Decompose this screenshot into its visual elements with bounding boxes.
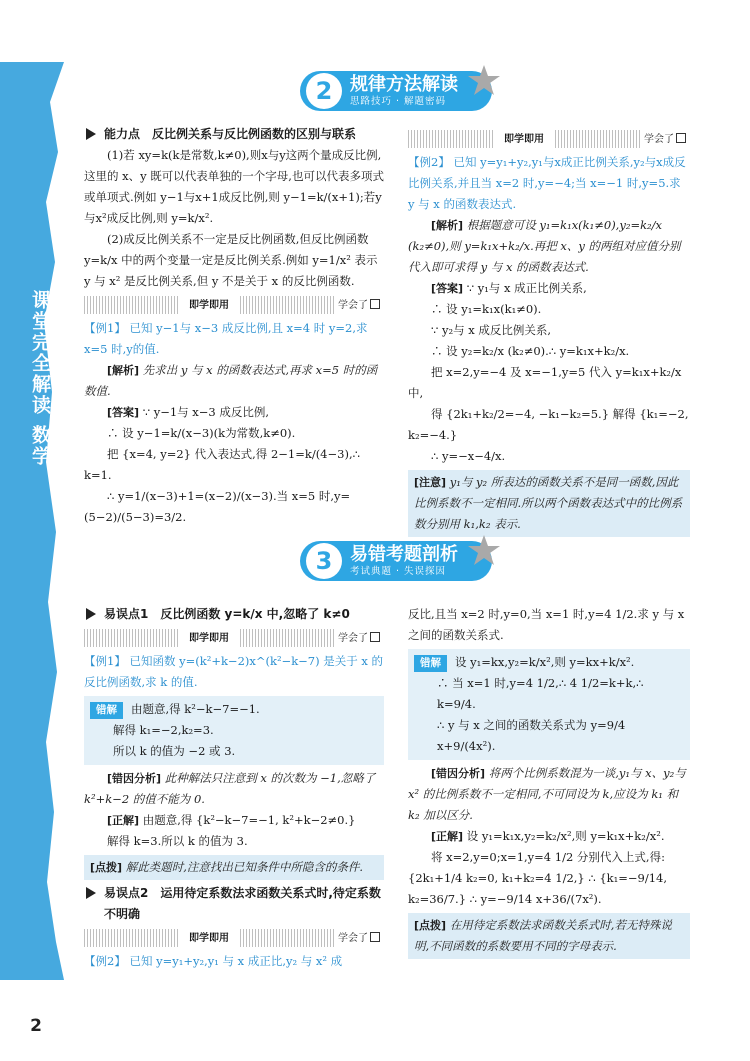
answer-line: ∴ 设 y₂=k₂/x (k₂≠0).∴ y=k₁x+k₂/x. (431, 344, 630, 358)
error-cause: [错因分析] 将两个比例系数混为一谈,y₁与 x、y₂与 x² 的比例系数不一定相同,不可同设为 k,应设为 k₁ 和 k₂ 加以区分. (408, 766, 686, 822)
sidebar (0, 62, 64, 1036)
tip-box: [点拨] 解此类题时,注意找出已知条件中所隐含的条件. (84, 855, 384, 880)
example-2-continued: 反比,且当 x=2 时,y=0,当 x=1 时,y=4 1/2.求 y 与 x 之间的函数关系式. (408, 607, 685, 642)
sidebar-title: 课堂完全解读 数学 (29, 290, 51, 467)
answer-line: ∴ 设 y₁=k₁x(k₁≠0). (431, 302, 542, 316)
analysis: [解析] 根据题意可设 y₁=k₁x(k₁≠0),y₂=k₂/x (k₂≠0),则 y=k₁x+k₂/x.再把 x、y 的两组对应值分别代入即可求得 y 与 x 的函数表达式. (408, 218, 681, 274)
left-top-column (84, 124, 384, 528)
answer: [答案] ∵ y₁与 x 成正比例关系, (431, 281, 587, 295)
example-2: 【例2】 已知 y=y₁+y₂,y₁与x成正比例关系,y₂与x成反比例关系,并且当 x=2 时,y=−4;当 x=−1 时,y=5.求 y 与 x 的函数表达式. (408, 155, 686, 211)
analysis: [解析] 先求出 y 与 x 的函数表达式,再求 x=5 时的函数值. (84, 363, 378, 398)
practice-label: 即学即用 (494, 129, 554, 150)
practice-bar (84, 629, 384, 647)
wrong-solution-box: 错解 由题意,得 k²−k−7=−1. 解得 k₁=−2,k₂=3. 所以 k 的值为 −2 或 3. (84, 696, 384, 765)
example-2: 【例2】 已知 y=y₁+y₂,y₁ 与 x 成正比,y₂ 与 x² 成 (84, 954, 343, 968)
section-banner-2 (300, 70, 492, 112)
practice-bar (84, 929, 384, 947)
star-icon (466, 533, 502, 569)
triangle-icon (86, 128, 96, 140)
section-title: 易错考题剖析 (350, 543, 458, 565)
error-point-1-heading: 易误点1 反比例函数 y=k/x 中,忽略了 k≠0 (84, 604, 384, 625)
paragraph: (2)成反比例关系不一定是反比例函数,但反比例函数 y=k/x 中的两个变量一定是反比例关系.例如 y=1/x² 表示 y 与 x² 是反比例关系,但 y 不是关于 x 的反比例函数. (84, 232, 378, 288)
answer-line: 将 x=2,y=0;x=1,y=4 1/2 分别代入上式,得: (431, 850, 665, 864)
example-1: 【例1】 已知 y−1与 x−3 成反比例,且 x=4 时 y=2,求 x=5 时,y的值. (84, 321, 368, 356)
section-subtitle: 考试典题 · 失误探因 (350, 565, 447, 577)
learned-checkbox[interactable]: 学会了 (640, 129, 690, 150)
answer-line: 把 x=2,y=−4 及 x=−1,y=5 代入 y=k₁x+k₂/x 中, (408, 365, 682, 400)
paragraph: (1)若 xy=k(k是常数,k≠0),则x与y这两个量成反比例,这里的 x、y 既可以代表单独的一个字母,也可以代表多项式或单项式.例如 y−1与x+1成反比例,则 y−1=k/(x+1);若y与x²成反比例,则 y=k/x². (84, 148, 384, 225)
answer-line: ∴ y=1/(x−3)+1=(x−2)/(x−3).当 x=5 时,y=(5−2)/(5−3)=3/2. (84, 489, 351, 524)
section-subtitle: 思路技巧 · 解题密码 (350, 95, 447, 107)
practice-label: 即学即用 (179, 295, 239, 316)
answer-line: ∴ 设 y−1=k/(x−3)(k为常数,k≠0). (107, 426, 296, 440)
practice-label: 即学即用 (179, 928, 239, 949)
answer-line: ∵ y₂与 x 成反比例关系, (431, 323, 552, 337)
section-number: 2 (306, 73, 342, 109)
answer-line: {2k₁+1/4 k₂=0, k₁+k₂=4 1/2,} ∴ {k₁=−9/14, k₂=36/7.} ∴ y=−9/14 x+36/(7x²). (408, 871, 668, 906)
answer: [答案] ∵ y−1与 x−3 成反比例, (107, 405, 270, 419)
error-point-2-heading: 易误点2 运用待定系数法求函数关系式时,待定系数不明确 (84, 883, 384, 925)
page-number: 2 (16, 1008, 56, 1044)
correct-solution: [正解] 由题意,得 {k²−k−7=−1, k²+k−2≠0.} (107, 813, 356, 827)
section-number: 3 (306, 543, 342, 579)
star-icon (466, 63, 502, 99)
tip-box: [点拨] 在用待定系数法求函数关系式时,若无特殊说明,不同函数的系数要用不同的字母表示. (408, 913, 690, 959)
answer-line: 把 {x=4, y=2} 代入表达式,得 2−1=k/(4−3),∴ k=1. (84, 447, 360, 482)
learned-checkbox[interactable]: 学会了 (334, 928, 384, 949)
practice-bar (408, 130, 690, 148)
section-banner-3 (300, 540, 492, 582)
note-box: [注意] y₁与 y₂ 所表达的函数关系不是同一函数,因此比例系数不一定相同.所以两个函数表达式中的比例系数分别用 k₁,k₂ 表示. (408, 470, 690, 537)
wrong-solution-box: 错解 设 y₁=kx,y₂=k/x²,则 y=kx+k/x². ∴ 当 x=1 时,y=4 1/2,∴ 4 1/2=k+k,∴ k=9/4. ∴ y 与 x 之间的函数关系式为 y=9/4 x+9/(4x²). (408, 649, 690, 760)
practice-bar (84, 296, 384, 314)
section-title: 规律方法解读 (350, 73, 458, 95)
ability-point-heading: 能力点 反比例关系与反比例函数的区别与联系 (84, 124, 384, 145)
answer-line: 得 {2k₁+k₂/2=−4, −k₁−k₂=5.} 解得 {k₁=−2, k₂=−4.} (408, 407, 689, 442)
error-cause: [错因分析] 此种解法只注意到 x 的次数为 −1,忽略了 k²+k−2 的值不能为 0. (84, 771, 376, 806)
left-bottom-column (84, 604, 384, 972)
right-bottom-column (408, 604, 690, 962)
practice-label: 即学即用 (179, 628, 239, 649)
torn-edge-decoration (0, 62, 64, 980)
correct-solution: [正解] 设 y₁=k₁x,y₂=k₂/x²,则 y=k₁x+k₂/x². (431, 829, 665, 843)
triangle-icon (86, 608, 96, 620)
triangle-icon (86, 887, 96, 899)
learned-checkbox[interactable]: 学会了 (334, 628, 384, 649)
answer-line: ∴ y=−x−4/x. (431, 449, 506, 463)
learned-checkbox[interactable]: 学会了 (334, 295, 384, 316)
answer-line: 解得 k=3.所以 k 的值为 3. (107, 834, 248, 848)
wrong-tag: 错解 (90, 702, 123, 719)
right-top-column (408, 124, 690, 540)
wrong-tag: 错解 (414, 655, 447, 672)
example-1: 【例1】 已知函数 y=(k²+k−2)x^(k²−k−7) 是关于 x 的反比例函数,求 k 的值. (84, 654, 384, 689)
